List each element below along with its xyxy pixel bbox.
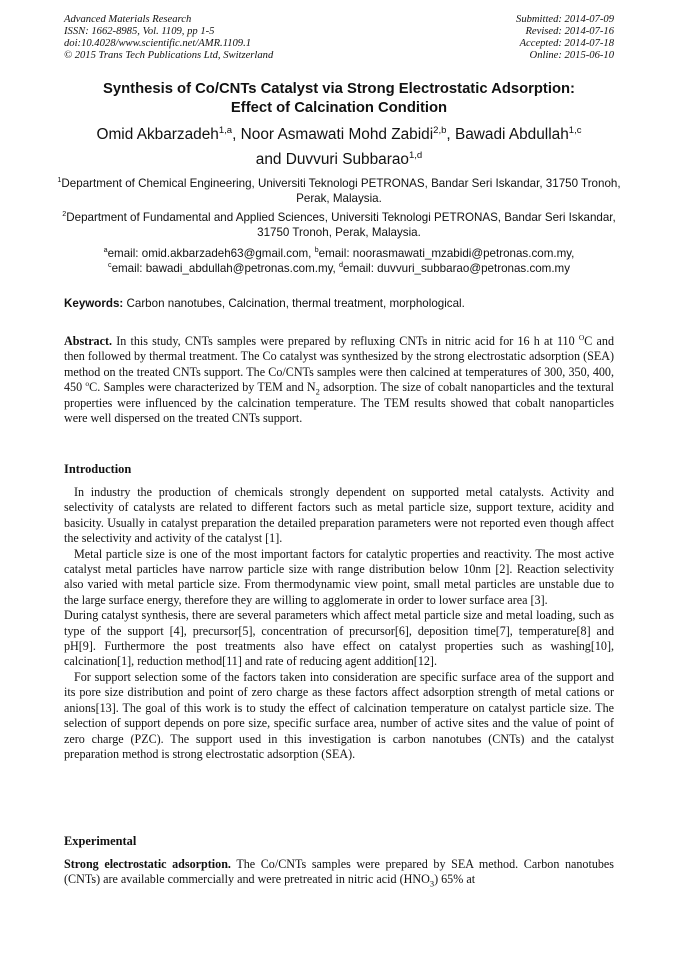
experimental-text: The Co/CNTs samples were prepared by SEA method. Carbon nanotubes (CNTs) are available commercially and were pretreated in nitric acid (HNO	[64, 857, 615, 887]
email-d: email: duvvuri_subbarao@petronas.com.my	[343, 262, 571, 275]
abstract-text: C and then followed by thermal treatment. The Co catalyst was synthesized by the strong electrostatic adsorption (SEA) method on the treated CNTs support. The Co/CNTs samples were then calcined at temperatures of 300, 350, 400, 450	[64, 334, 614, 395]
keywords	[64, 296, 614, 311]
email-a: email: omid.akbarzadeh63@gmail.com,	[107, 247, 315, 260]
journal-name: Advanced Materials Research	[64, 14, 192, 25]
title-line-1: Synthesis of Co/CNTs Catalyst via Strong Electrostatic Adsorption:	[103, 81, 575, 97]
subsection-label: Strong electrostatic adsorption.	[64, 857, 231, 871]
paragraph: During catalyst synthesis, there are several parameters which affect metal particle size and metal loading, such as type of the support [4], precursor[5], concentration of precursor[6], deposition time[7], temperature[8] and pH[9]. Furthermore the post treatments also have effect on catalyst properties such as washing[10], calcination[1], reduction method[11] and rate of reducing agent addition[12].	[64, 608, 614, 669]
author-name: Bawadi Abdullah	[454, 126, 569, 143]
author-sep: ,	[232, 126, 241, 143]
email-sup: d	[339, 260, 344, 270]
date-accepted: Accepted: 2014-07-18	[519, 38, 614, 49]
degree-sup: O	[578, 332, 585, 342]
abstract-label: Abstract.	[64, 334, 113, 348]
author-name: Noor Asmawati Mohd Zabidi	[240, 126, 434, 143]
author-list	[30, 122, 648, 172]
abstract-text: adsorption. The size of cobalt nanoparticles and the textural properties were influenced by the calcination temperature. The TEM results showed that cobalt nanoparticles were well dispersed on the treated CNTs support.	[64, 380, 614, 426]
abstract-text: C. Samples were characterized by TEM and N	[89, 380, 316, 395]
author-sup: 2,b	[433, 124, 447, 136]
affiliation-text: Department of Chemical Engineering, Universiti Teknologi PETRONAS, Bandar Seri Iskandar, 31750 Tronoh, Perak, Malaysia.	[61, 177, 621, 205]
paper-title	[40, 80, 638, 118]
author-sup: 1,a	[218, 124, 233, 136]
keywords-label: Keywords:	[64, 297, 124, 310]
email-line-1	[40, 246, 638, 261]
paragraph: For support selection some of the factors taken into consideration are specific surface area of the support and its pore size distribution and point of zero charge as these factors affect adsorption strength of metal cations or anions[13]. The goal of this work is to study the effect of calcination temperature on catalyst particle size. The selection of support depends on pore size, specific surface area, number of active sites and the value of point of zero charge (PZC). The support used in this investigation is carbon nanotubes (CNTs) and the catalyst preparation method is strong electrostatic adsorption (SEA).	[64, 669, 614, 761]
journal-doi: doi:10.4028/www.scientific.net/AMR.1109.1	[64, 38, 252, 49]
subscript: 2	[315, 386, 320, 397]
journal-copyright: © 2015 Trans Tech Publications Ltd, Switzerland	[64, 50, 274, 61]
affiliation-sup: 2	[62, 209, 67, 219]
paragraph: Metal particle size is one of the most important factors for catalytic properties and reactivity. The most active catalyst metal particles have narrow particle size with range distribution below 10nm [2]. Reaction selectivity also varied with metal particle size. From thermodynamic view point, small metal particles are unstable due to the large surface energy, therefore they are willing to agglomerate in order to lower surface area [3].	[64, 546, 614, 607]
email-sup: c	[107, 260, 112, 270]
author-line-2	[30, 147, 648, 172]
keywords-text: Carbon nanotubes, Calcination, thermal treatment, morphological.	[123, 297, 465, 310]
title-line-2: Effect of Calcination Condition	[230, 100, 448, 116]
author-line-1	[30, 122, 648, 147]
email-sup: a	[103, 245, 108, 255]
introduction-body	[64, 485, 614, 762]
affiliation-2	[50, 210, 628, 240]
email-b: email: noorasmawati_mzabidi@petronas.com.my,	[318, 247, 575, 260]
abstract	[64, 334, 614, 426]
author-emails	[40, 246, 638, 276]
email-c: email: bawadi_abdullah@petronas.com.my,	[111, 262, 340, 275]
date-submitted: Submitted: 2014-07-09	[516, 14, 614, 25]
abstract-text: In this study, CNTs samples were prepared by refluxing CNTs in nitric acid for 16 h at 110	[112, 334, 579, 348]
section-heading-experimental: Experimental	[64, 834, 137, 848]
degree-sup: o	[85, 379, 90, 389]
journal-info	[64, 14, 273, 62]
email-sup: b	[314, 245, 319, 255]
affiliation-sup: 1	[57, 175, 62, 185]
date-revised: Revised: 2014-07-16	[525, 26, 614, 37]
email-line-2	[40, 261, 638, 276]
experimental-text: ) 65% at	[434, 872, 476, 887]
author-sup: 1,d	[408, 149, 423, 161]
article-dates	[516, 14, 614, 62]
author-name: Omid Akbarzadeh	[96, 126, 219, 143]
author-sup: 1,c	[568, 124, 582, 136]
paragraph: In industry the production of chemicals strongly dependent on supported metal catalysts. Activity and selectivity of catalysts are related to different factors such as metal particle size, support texture, acidity and basicity. Usually in catalyst preparation the detailed preparation parameters were not reported even though affect the selectivity and activity of the catalyst [1].	[64, 485, 614, 546]
author-name: and Duvvuri Subbarao	[255, 151, 409, 168]
subscript: 3	[429, 878, 435, 889]
journal-issn: ISSN: 1662-8985, Vol. 1109, pp 1-5	[64, 26, 215, 37]
date-online: Online: 2015-06-10	[529, 50, 614, 61]
experimental-body	[64, 857, 614, 888]
affiliation-text: Department of Fundamental and Applied Sciences, Universiti Teknologi PETRONAS, Bandar Seri Iskandar, 31750 Tronoh, Perak, Malaysia.	[66, 211, 616, 239]
affiliation-1	[50, 176, 628, 206]
section-heading-introduction: Introduction	[64, 462, 132, 476]
author-sep: ,	[446, 126, 455, 143]
